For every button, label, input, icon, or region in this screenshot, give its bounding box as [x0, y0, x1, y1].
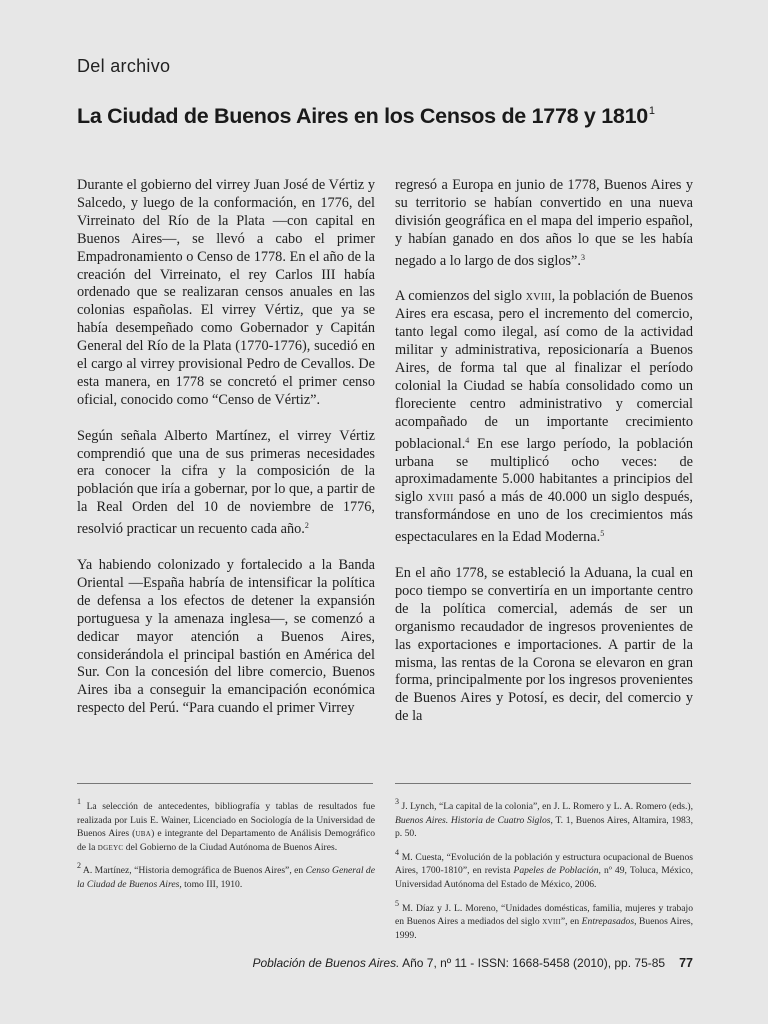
footnote-text: , Buenos Aires, 1999. — [395, 916, 693, 941]
century-numeral: xviii — [542, 916, 561, 928]
cited-title: Papeles de Población — [513, 865, 599, 877]
footnote-ref[interactable]: 3 — [580, 252, 585, 262]
section-label: Del archivo — [77, 56, 171, 76]
footnote-text: , nº 49, Toluca, México, Universidad Autónoma del Estado de México, 2006. — [395, 865, 694, 890]
paragraph — [395, 288, 693, 547]
paragraph — [77, 428, 375, 539]
cited-title: Buenos Aires. Historia de Cuatro Siglos — [395, 814, 551, 826]
body-column-left — [77, 177, 375, 718]
footnote — [77, 795, 375, 854]
footnote-text: M. Díaz y J. L. Moreno, “Unidades domésticas, familia, mujeres y trabajo en Buenos Aires a mediados del siglo — [395, 902, 693, 928]
century-numeral: xviii — [525, 288, 552, 305]
footnote-ref[interactable]: 4 — [465, 435, 470, 445]
paragraph-text: En ese largo período, la población urbana se multiplicó ocho veces: de aproximadamente 5.000 habitantes a principios del siglo — [395, 435, 693, 506]
acronym: dgeyc — [97, 841, 124, 853]
footnotes-left — [77, 795, 375, 897]
footnote-text: ”, en — [560, 916, 582, 928]
footnote-ref[interactable]: 2 — [304, 521, 309, 531]
body-column-right — [395, 177, 693, 726]
footnote-text: J. Lynch, “La capital de la colonia”, en J. L. Romero y L. A. Romero (eds.), — [401, 801, 693, 812]
article-title — [77, 104, 717, 129]
paragraph-text: A comienzos del siglo — [395, 288, 526, 305]
paragraph-text: , la población de Buenos Aires era escasa, pero el incremento del comercio, tanto legal como ilegal, así como de la actividad militar y administrativa, reposicionaría a Buenos Aires, de forma tal que al finalizar el período colonial la Ciudad se había consolidado como un floreciente centro administrativo y comercial acompañado de un importante crecimiento poblacional. — [395, 288, 694, 452]
paragraph: Durante el gobierno del virrey Juan José de Vértiz y Salcedo, y luego de la conformación, en 1776, del Virreinato del Río de la Plata —con capital en Buenos Aires—, se llevó a cabo el primer Empadronamiento o Censo de 1778. En el año de la creación del Virreinato, el rey Carlos III había ordenado que se realizaran censos anuales en las colonias españolas. El virrey Vértiz, que ya se había desempeñado como Gobernador y Capitán General del Río de la Plata (1770-1776), sucedió en el cargo al virrey provisional Pedro de Cevallos. De esta manera, en 1778 se concretó el primer censo oficial, conocido como “Censo de Vértiz”. — [77, 177, 375, 408]
footnote-number: 1 — [77, 797, 81, 806]
paragraph: En el año 1778, se estableció la Aduana, la cual en poco tiempo se convertiría en un importante centro de la política comercial, además de ser un organismo recaudador de ingresos provenientes de las exportaciones e importaciones. A partir de la misma, las rentas de la Corona se elevaron en gran forma, principalmente por los ingresos provenientes de Buenos Aires y Potosí, es decir, del comercio y de la — [395, 565, 693, 725]
footnote-text: A. Martínez, “Historia demográfica de Buenos Aires”, en — [82, 865, 306, 877]
footnote-number: 3 — [395, 797, 399, 806]
footnote-text: , T. 1, Buenos Aires, Altamira, 1983, p. 50. — [395, 814, 694, 840]
acronym: uba — [135, 828, 152, 840]
cited-title: Censo General de la Ciudad de Buenos Aires — [77, 865, 375, 890]
footnote-text: ) e integrante del Departamento de Análisis Demográfico de la — [77, 828, 375, 853]
journal-details: Año 7, nº 11 - ISSN: 1668-5458 (2010), pp. 75-85 — [399, 956, 666, 970]
footnote-text: La selección de antecedentes, bibliografía y tablas de resultados fue realizada por Luis E. Wainer, Licenciado en Sociología de la Universidad de Buenos Aires ( — [77, 801, 375, 840]
footnote-divider-right — [395, 783, 691, 784]
paragraph — [395, 177, 693, 271]
footnote — [395, 795, 693, 841]
footnote-divider-left — [77, 783, 373, 784]
footnote-text: , tomo III, 1910. — [179, 878, 243, 890]
page-number: 77 — [679, 956, 693, 970]
footnote-text: del Gobierno de la Ciudad Autónoma de Buenos Aires. — [123, 841, 338, 853]
footnotes-right — [395, 795, 693, 947]
journal-name: Población de Buenos Aires. — [252, 956, 400, 970]
footnote-ref[interactable]: 5 — [600, 529, 605, 539]
cited-title: Entrepasados — [581, 916, 635, 928]
paragraph-text: pasó a más de 40.000 un siglo después, transformándose en uno de los crecimientos más espectaculares en la Edad Moderna. — [395, 489, 693, 546]
article-title-text: La Ciudad de Buenos Aires en los Censos de 1778 y 1810 — [77, 104, 648, 128]
century-numeral: xviii — [427, 489, 454, 506]
footnote — [395, 897, 693, 943]
paragraph-text: Según señala Alberto Martínez, el virrey Vértiz comprendió que una de sus primeras necesidades era conocer la cifra y la composición de la población que iría a gobernar, por lo que, a partir de la Real Orden del 10 de noviembre de 1776, resolvió practicar un recuento cada año. — [77, 427, 375, 538]
footnote-number: 2 — [77, 861, 81, 871]
footnote — [77, 859, 375, 891]
title-footnote-ref[interactable]: 1 — [648, 105, 655, 117]
footnote-text: M. Cuesta, “Evolución de la población y estructura ocupacional de Buenos Aires, 1700-1810”, en revista — [395, 851, 693, 877]
paragraph: Ya habiendo colonizado y fortalecido a la Banda Oriental —España habría de intensificar la política de defensa a los efectos de detener la expansión portuguesa y la amenaza inglesa—, se comenzó a dedicar mayor atención a Buenos Aires, considerándola el principal bastión en América del Sur. Con la concesión del libre comercio, Buenos Aires iba a conseguir la emancipación económica respecto del Perú. “Para cuando el primer Virrey — [77, 557, 375, 717]
footnote-number: 5 — [395, 898, 399, 908]
footnote-number: 4 — [395, 847, 399, 857]
page-footer — [252, 956, 693, 970]
paragraph-text: regresó a Europa en junio de 1778, Buenos Aires y su territorio se habían convertido en una nueva división geográfica en el mapa del imperio español, y habían ganado en dos años lo que se les había negado a lo largo de dos siglos”. — [395, 177, 693, 269]
footnote — [395, 846, 693, 892]
